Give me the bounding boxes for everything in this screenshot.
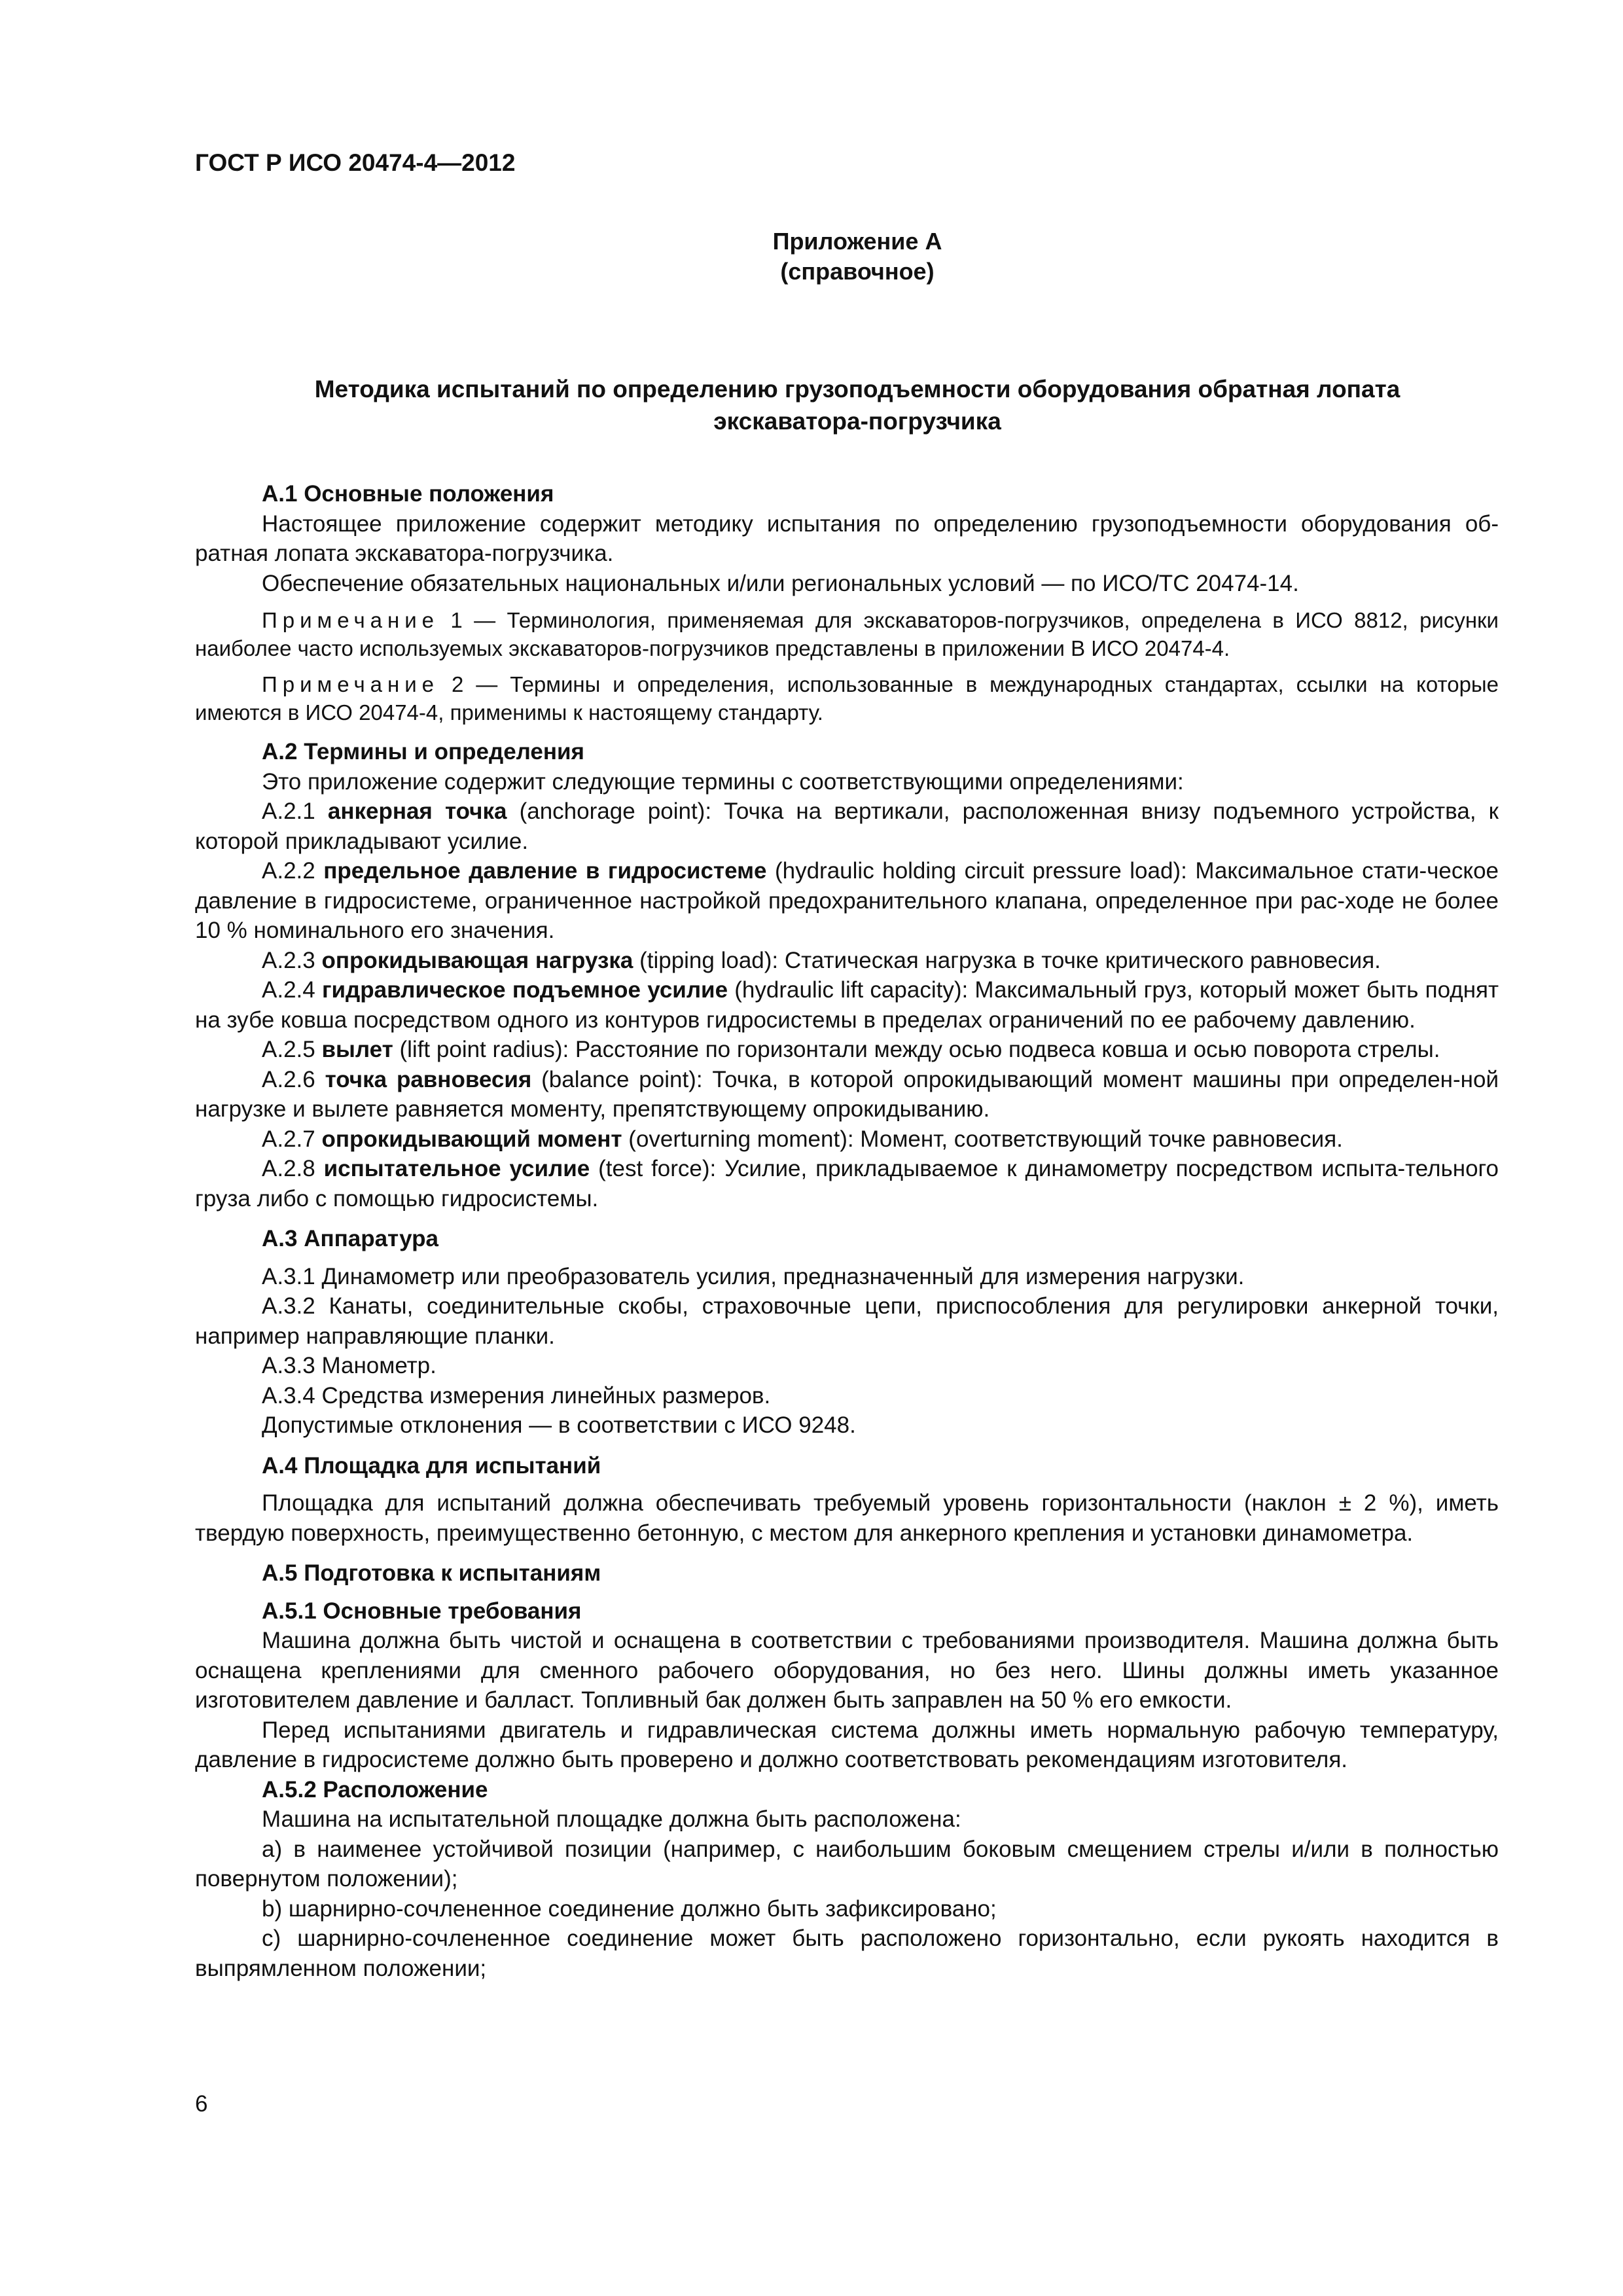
term-definition xyxy=(195,1124,1499,1155)
term-text: (lift point radius): Расстояние по горизонтали между осью подвеса ковша и осью поворота стрелы. xyxy=(393,1037,1440,1062)
term-name: опрокидывающий момент xyxy=(321,1126,622,1152)
section-heading-a2: А.2 Термины и определения xyxy=(262,739,584,764)
section-heading-a5: А.5 Подготовка к испытаниям xyxy=(262,1560,601,1586)
note-2 xyxy=(195,670,1499,726)
annex-type: (справочное) xyxy=(780,258,935,285)
term-text: (tipping load): Статическая нагрузка в точке критического равновесия. xyxy=(633,947,1381,973)
term-text: (overturning moment): Момент, соответствующий точке равновесия. xyxy=(622,1126,1343,1152)
paragraph: Обеспечение обязательных национальных и/или региональных условий — по ИСО/ТС 20474-14. xyxy=(262,570,1299,596)
document-title-line-1: Методика испытаний по определению грузоподъемности оборудования обратная лопата xyxy=(314,376,1400,403)
term-name: анкерная точка xyxy=(327,798,507,824)
term-text: (test force): Усилие, прикладываемое к динамометру посредством испыта-тельного груза либо с помощью гидросистемы. xyxy=(195,1156,1499,1211)
term-definition xyxy=(195,1065,1499,1124)
term-text: (hydraulic holding circuit pressure load): Максимальное стати-ческое давление в гидросистеме, ограниченное настройкой предохранительного клапана, определенное при рас-ходе не более 10 % номинального его значения. xyxy=(195,858,1499,943)
annex-heading xyxy=(0,226,1623,287)
document-title-line-2: экскаватора-погрузчика xyxy=(713,408,1001,435)
section-heading-a1: А.1 Основные положения xyxy=(262,481,554,507)
note-label: Примечание xyxy=(262,608,440,632)
term-number: А.2.5 xyxy=(262,1037,322,1062)
term-name: вылет xyxy=(321,1037,393,1062)
subsection-heading-a5-1: А.5.1 Основные требования xyxy=(262,1598,582,1624)
paragraph: Машина должна быть чистой и оснащена в соответствии с требованиями производителя. Машина должна быть оснащена креплениями для сменного рабочего оборудования, но без него. Шины должны иметь указанное изготовителем давление и балласт. Топливный бак должен быть заправлен на 50 % его емкости. xyxy=(195,1628,1499,1713)
section-heading-a4: А.4 Площадка для испытаний xyxy=(262,1452,601,1479)
note-label: Примечание xyxy=(262,672,440,696)
term-number: А.2.2 xyxy=(262,858,324,884)
term-definition xyxy=(195,797,1499,856)
term-number: А.2.6 xyxy=(262,1066,325,1092)
page-number: 6 xyxy=(195,2091,208,2117)
standard-designation: ГОСТ Р ИСО 20474-4—2012 xyxy=(195,149,516,176)
term-number: А.2.7 xyxy=(262,1126,322,1152)
list-item: А.3.4 Средства измерения линейных размеров. xyxy=(262,1382,771,1408)
list-item: А.3.2 Канаты, соединительные скобы, страховочные цепи, приспособления для регулировки анкерной точки, например направляющие планки. xyxy=(195,1293,1499,1349)
term-name: опрокидывающая нагрузка xyxy=(321,947,633,973)
document-body xyxy=(195,479,1499,1983)
paragraph: Допустимые отклонения — в соответствии с ИСО 9248. xyxy=(262,1412,856,1438)
section-heading-a3: А.3 Аппаратура xyxy=(262,1226,438,1251)
note-1 xyxy=(195,606,1499,662)
list-item: а) в наименее устойчивой позиции (например, с наибольшим боковым смещением стрелы и/или в полностью повернутом положении); xyxy=(195,1836,1499,1892)
subsection-heading-a5-2: А.5.2 Расположение xyxy=(262,1776,488,1803)
term-definition xyxy=(195,946,1499,976)
term-number: А.2.3 xyxy=(262,947,322,973)
note-text: 1 — Терминология, применяемая для экскаваторов-погрузчиков, определена в ИСО 8812, рисунки наиболее часто используемых экскаваторов-погрузчиков представлены в приложении В ИСО 20474-4. xyxy=(195,608,1499,660)
term-text: (anchorage point): Точка на вертикали, расположенная внизу подъемного устройства, к которой прикладывают усилие. xyxy=(195,798,1499,854)
paragraph: Перед испытаниями двигатель и гидравлическая система должны иметь нормальную рабочую температуру, давление в гидросистеме должно быть проверено и должно соответствовать рекомендациям изготовителя. xyxy=(195,1717,1499,1772)
term-text: (hydraulic lift capacity): Максимальный груз, который может быть поднят на зубе ковша посредством одного из контуров гидросистемы в пределах ограничений по ее рабочему давлению. xyxy=(195,977,1499,1033)
list-item: c) шарнирно-сочлененное соединение может быть расположено горизонтально, если рукоять находится в выпрямленном положении; xyxy=(195,1926,1499,1981)
list-item: b) шарнирно-сочлененное соединение должно быть зафиксировано; xyxy=(262,1895,997,1922)
document-title xyxy=(196,373,1518,437)
term-number: А.2.8 xyxy=(262,1156,324,1181)
paragraph: Настоящее приложение содержит методику испытания по определению грузоподъемности оборудования об-ратная лопата экскаватора-погрузчика. xyxy=(195,511,1499,566)
term-name: гидравлическое подъемное усилие xyxy=(321,977,728,1003)
term-name: испытательное усилие xyxy=(323,1156,590,1181)
annex-title: Приложение А xyxy=(772,228,942,255)
term-definition xyxy=(195,975,1499,1035)
term-name: точка равновесия xyxy=(325,1066,532,1092)
paragraph: Машина на испытательной площадке должна быть расположена: xyxy=(262,1806,961,1832)
term-definition xyxy=(195,1154,1499,1213)
paragraph: Площадка для испытаний должна обеспечивать требуемый уровень горизонтальности (наклон ± 2 %), иметь твердую поверхность, преимущественно бетонную, с местом для анкерного крепления и установки динамометра. xyxy=(195,1490,1499,1546)
list-item: А.3.1 Динамометр или преобразователь усилия, предназначенный для измерения нагрузки. xyxy=(262,1263,1245,1289)
term-definition xyxy=(195,856,1499,946)
term-name: предельное давление в гидросистеме xyxy=(323,858,767,884)
list-item: А.3.3 Манометр. xyxy=(262,1353,437,1378)
term-text: (balance point): Точка, в которой опрокидывающий момент машины при определен-ной нагрузке и вылете равняется моменту, препятствующему опрокидыванию. xyxy=(195,1066,1499,1122)
term-number: А.2.1 xyxy=(262,798,328,824)
note-text: 2 — Термины и определения, использованные в международных стандартах, ссылки на которые имеются в ИСО 20474-4, применимы к настоящему стандарту. xyxy=(195,672,1499,725)
paragraph: Это приложение содержит следующие термины с соответствующими определениями: xyxy=(262,768,1184,795)
term-number: А.2.4 xyxy=(262,977,322,1003)
term-definition xyxy=(195,1035,1499,1065)
